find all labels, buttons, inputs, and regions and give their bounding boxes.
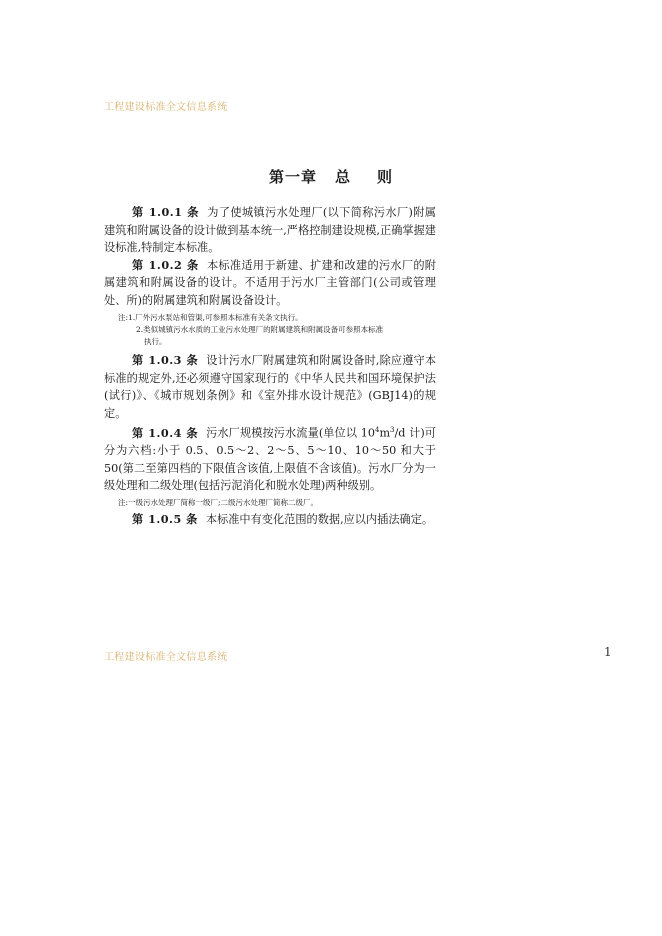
note-1-0-4: 注:一级污水处理厂简称一级厂;二级污水处理厂简称二级厂。 <box>118 497 319 507</box>
clause-1-0-5 <box>104 511 436 529</box>
note-line: 执行。 <box>144 337 167 346</box>
superscript: 4 <box>374 426 380 434</box>
note-1-0-2 <box>104 312 436 348</box>
clause-text: 本标准适用于新建、扩建和改建的污水厂的附属建筑和附属设备的设计。不适用于污水厂主管部门(公司或管理处、所)的附属建筑和附属设备设计。 <box>104 258 436 307</box>
clause-1-0-2 <box>104 257 436 310</box>
page-number: 1 <box>604 645 612 659</box>
watermark-top: 工程建设标准全文信息系统 <box>104 102 228 113</box>
clause-1-0-3 <box>104 352 436 422</box>
document-body <box>104 204 436 528</box>
clause-text: 为了使城镇污水处理厂(以下简称污水厂)附属建筑和附属设备的设计做到基本统一,严格控制建设规模,正确掌握建设标准,特制定本标准。 <box>104 206 436 254</box>
clause-text: 本标准中有变化范围的数据,应以内插法确定。 <box>205 512 434 526</box>
chapter-label: 第一章 <box>268 168 317 186</box>
clause-number: 第 1.0.2 条 <box>132 257 199 272</box>
chapter-word-1: 总 <box>334 168 351 186</box>
superscript: 3 <box>390 426 395 434</box>
clause-text-a: 污水厂规模按污水流量(单位以 10 <box>206 426 375 440</box>
chapter-word-2: 则 <box>377 168 394 186</box>
chapter-title <box>0 166 662 187</box>
clause-1-0-4 <box>104 422 436 495</box>
clause-text: 设计污水厂附属建筑和附属设备时,除应遵守本标准的规定外,还必须遵守国家现行的《中华人民共和国环境保护法(试行)》、《城市规划条例》和《室外排水设计规范》(GBJ14)的规定。 <box>104 354 437 420</box>
clause-number: 第 1.0.3 条 <box>132 353 199 367</box>
clause-1-0-1 <box>104 204 436 257</box>
clause-text-c: /d 计)可分为六档:小于 0.5、0.5～2、2～5、5～10、10～50 和大于 50(第二至第四档的下限值含该值,上限值不含该值)。污水厂分为一级处理和二级处理(包括污泥消化和脱水处理)两种级别。 <box>104 426 436 493</box>
note-line: 2.类似城镇污水水质的工业污水处理厂的附属建筑和附属设备可参照本标准 <box>136 325 384 334</box>
clause-number: 第 1.0.4 条 <box>132 425 199 440</box>
clause-text-b: m <box>379 426 391 440</box>
watermark-bottom: 工程建设标准全文信息系统 <box>104 652 228 663</box>
clause-number: 第 1.0.1 条 <box>132 205 200 219</box>
clause-number: 第 1.0.5 条 <box>132 511 198 526</box>
note-line: 注:1.厂外污水泵站和管渠,可参照本标准有关条文执行。 <box>118 313 303 322</box>
